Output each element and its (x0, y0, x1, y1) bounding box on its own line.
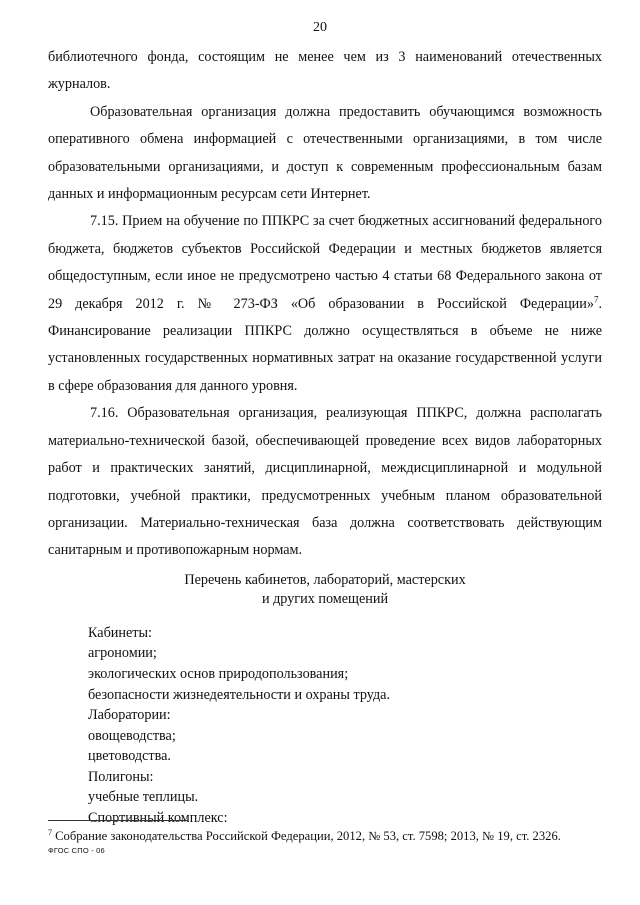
rooms-list-heading-line-1: Перечень кабинетов, лабораторий, мастерских (184, 571, 466, 588)
list-item: Спортивный комплекс: (88, 810, 228, 827)
rooms-list-heading-line-2: и других помещений (261, 590, 389, 607)
paragraph-7-16: 7.16. Образовательная организация, реализующая ППКРС, должна располагать материально-технической базой, обеспечивающей проведение всех видов лабораторных работ и практических занятий, дисциплинарной, междисциплинарной и модульной подготовки, учебной практики, предусмотренных учебным планом образовательной организации. Материально-техническая база должна соответствовать действующим санитарным и противопожарным нормам. (48, 405, 602, 559)
paragraph-library-fund: библиотечного фонда, состоящим не менее чем из 3 наименований отечественных журналов. (48, 49, 602, 93)
document-code: ФГОС СПО - 06 (48, 846, 105, 855)
list-item: Лаборатории: (88, 707, 171, 724)
rooms-list-heading (48, 571, 602, 609)
paragraph-7-15 (48, 208, 602, 400)
list-item: учебные теплицы. (88, 789, 199, 806)
footnote-divider (48, 820, 188, 821)
document-body (48, 44, 602, 829)
paragraph-7-15-text-a: 7.15. Прием на обучение по ППКРС за счет бюджетных ассигнований федерального бюджета, бюджетов субъектов Российской Федерации и местных бюджетов является общедоступным, если иное не предусмотрено частью 4 статьи 68 Федерального закона от 29 декабря 2012 г. № 273-ФЗ «Об образовании в Российской Федерации» (48, 213, 602, 312)
list-item: безопасности жизнедеятельности и охраны труда. (88, 686, 391, 703)
footnote-reference: 7 (593, 293, 599, 304)
list-item: агрономии; (88, 645, 157, 662)
list-item: овощеводства; (88, 727, 176, 744)
footnote-text: Собрание законодательства Российской Федерации, 2012, № 53, ст. 7598; 2013, № 19, ст. 2326. (52, 829, 561, 844)
paragraph-7-15-text-b: . Финансирование реализации ППКРС должно осуществляться в объеме не ниже установленных государственных нормативных затрат на оказание государственной услуги в сфере образования для данного уровня. (48, 295, 602, 394)
rooms-list (88, 623, 602, 829)
footnote-marker: 7 (48, 828, 52, 837)
list-item: Полигоны: (88, 768, 154, 785)
footnote (48, 828, 561, 844)
page-number: 20 (313, 20, 327, 35)
paragraph-information-exchange: Образовательная организация должна предоставить обучающимся возможность оперативного обмена информацией с отечественными организациями, в том числе образовательными организациями, и доступ к современным профессиональным базам данных и информационным ресурсам сети Интернет. (48, 103, 602, 203)
list-item: экологических основ природопользования; (88, 665, 349, 682)
list-item: Кабинеты: (88, 624, 152, 641)
list-item: цветоводства. (88, 748, 171, 765)
